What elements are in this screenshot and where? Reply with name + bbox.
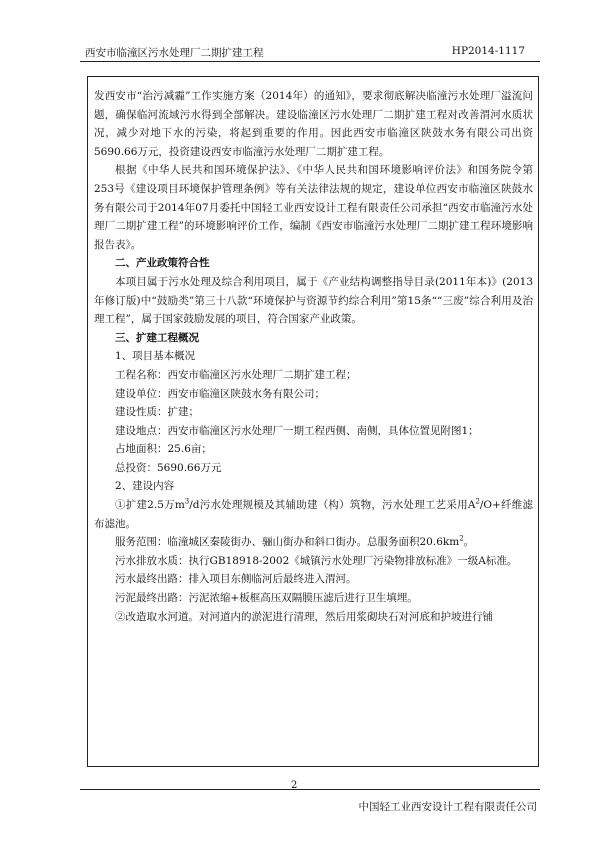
construction-site: 建设地点：西安市临潼区污水处理厂一期工程西侧、南侧，具体位置见附图1； <box>115 424 479 437</box>
land-area: 占地面积：25.6亩； <box>115 443 212 456</box>
sludge-disposal: 污泥最终出路：污泥浓缩+板框高压双隔膜压滤后进行卫生填埋。 <box>115 592 418 605</box>
doc-code: HP2014-1117 <box>451 45 525 57</box>
paragraph-intro: 发西安市“治污减霾”工作实施方案（2014年）的通知》，要求彻底解决临潼污水处理厂溢流问题，确保临河流域污水得到全部解决。建设临潼区污水处理厂二期扩建工程对改善渭河水质状况，减少对地下水的污染，将起到重要的作用。因此西安市临潼区陕鼓水务有限公司出资5690.66万元，投资建设西安市临潼污水处理厂二期扩建工程。 <box>94 90 533 158</box>
paragraph-basis: 根据《中华人民共和国环境保护法》、《中华人民共和国环境影响评价法》和国务院令第253号《建设项目环境保护管理条例》等有关法律法规的规定，建设单位西安市临潼区陕鼓水务有限公司于2014年07月委托中国轻工业西安设计工程有限责任公司承担“西安市临潼污水处理厂二期扩建工程”的环境影响评价工作，编制《西安市临潼污水处理厂二期扩建工程环境影响报告表》。 <box>94 164 533 251</box>
construction-unit: 建设单位：西安市临潼区陕鼓水务有限公司； <box>115 387 325 400</box>
service-scope: 服务范围：临潼城区秦陵街办、骊山街办和斜口街办。总服务面积$20.6km^2$。 <box>115 534 475 549</box>
discharge-standard: 污水排放水质：执行GB18918-2002《城镇污水处理厂污染物排放标准》一级A标准。 <box>115 554 518 567</box>
content-body <box>94 87 533 626</box>
wastewater-outlet: 污水最终出路：排入项目东侧临河后最终进入渭河。 <box>115 573 357 586</box>
subheading-basic-info: 1、项目基本概况 <box>115 350 196 363</box>
header-title: 西安市临潼区污水处理厂二期扩建工程 <box>85 47 264 59</box>
content-item-1: ①扩建2.5万$m^3/d$污水处理规模及其辅助建（构）筑物，污水处理工艺采用$A^2/O+$纤维滤布滤池。 <box>94 497 534 530</box>
content-box <box>87 76 539 767</box>
total-investment: 总投资：5690.66万元 <box>115 461 222 474</box>
subheading-construction-content: 2、建设内容 <box>115 480 175 493</box>
footer-company: 中国轻工业西安设计工程有限责任公司 <box>358 801 537 813</box>
project-name: 工程名称：西安市临潼区污水处理厂二期扩建工程； <box>115 368 357 381</box>
content-item-2: ②改造取水河道。对河道内的淤泥进行清理，然后用浆砌块石对河底和护坡进行铺 <box>115 610 493 623</box>
section-heading-overview: 三、扩建工程概况 <box>115 331 199 344</box>
construction-nature: 建设性质：扩建； <box>115 406 199 419</box>
header-rule <box>80 61 540 62</box>
footer-rule <box>80 789 540 790</box>
section-heading-policy: 二、产业政策符合性 <box>115 257 210 270</box>
page-number: 2 <box>291 780 298 791</box>
paragraph-policy: 本项目属于污水处理及综合利用项目，属于《产业结构调整指导目录(2011年本)》(2013年修订版)中“鼓励类”第三十八款“环境保护与资源节约综合利用”第15条““三废”综合利用及治理工程”，属于国家鼓励发展的项目，符合国家产业政策。 <box>94 275 533 326</box>
